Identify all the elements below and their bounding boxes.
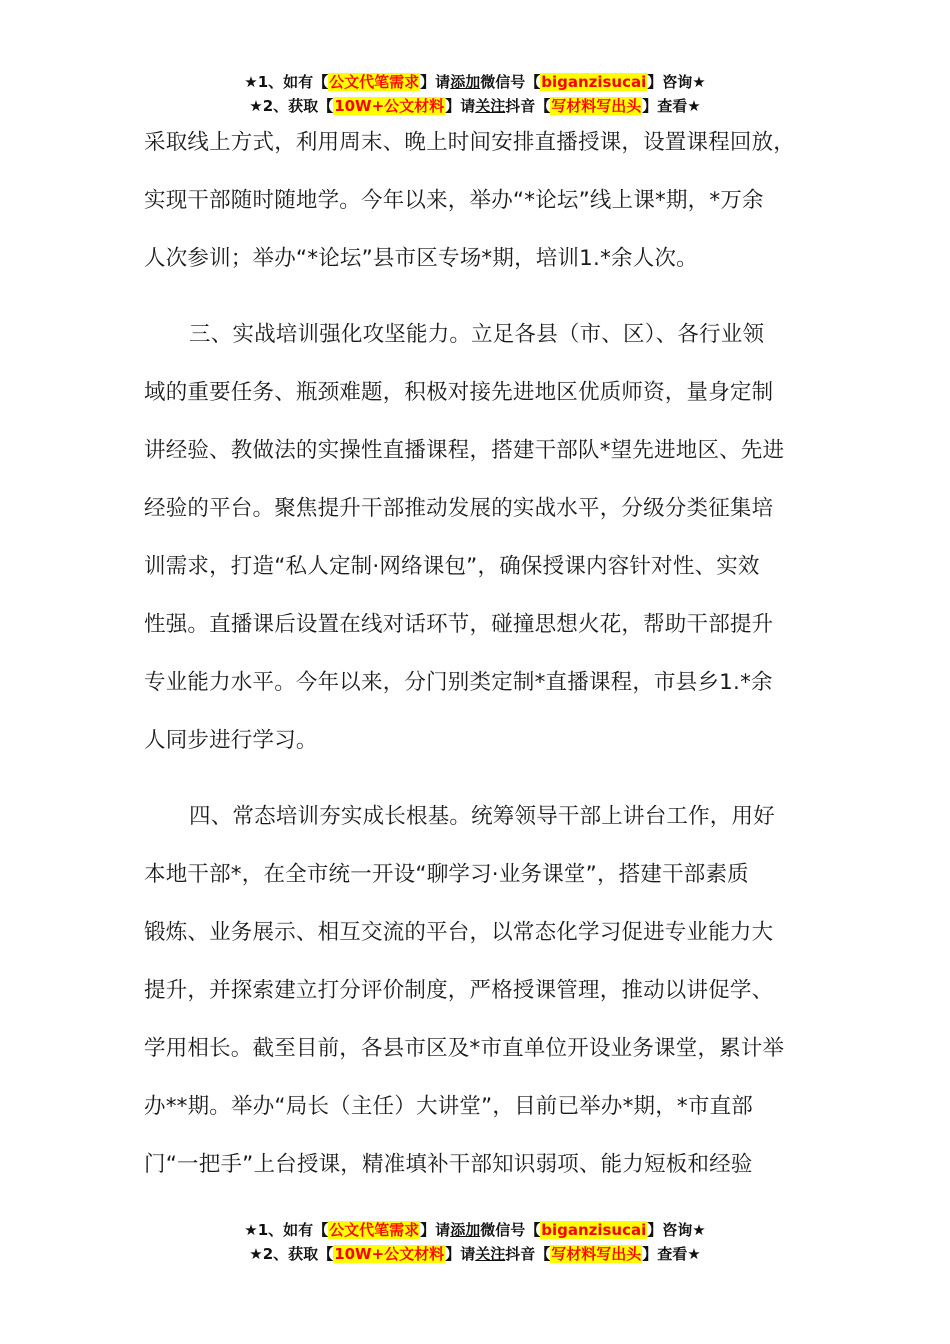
wechat-id-highlight: biganzisucai — [541, 1221, 647, 1239]
banner-highlight: 10W+公文材料 — [334, 97, 445, 115]
banner-text: 】查看★ — [642, 1245, 701, 1263]
text-line: 讲经验、教做法的实操性直播课程，搭建干部队*望先进地区、先进 — [144, 438, 785, 463]
banner-text: ★1、如有【 — [244, 73, 329, 91]
banner-highlight: 10W+公文材料 — [334, 1245, 445, 1263]
text-line: 锻炼、业务展示、相互交流的平台，以常态化学习促进专业能力大 — [144, 920, 774, 945]
header-banner — [0, 70, 950, 118]
banner-text: ★1、如有【 — [244, 1221, 329, 1239]
banner-highlight: 公文代笔需求 — [329, 1221, 420, 1239]
text-line: 本地干部*，在全市统一开设“聊学习·业务课堂”，搭建干部素质 — [144, 862, 749, 887]
text-line: 实现干部随时随地学。今年以来，举办“*论坛”线上课*期，*万余 — [144, 188, 764, 213]
paragraph-continuation — [144, 114, 824, 288]
banner-text: 添加 — [450, 73, 481, 91]
banner-text: 关注 — [475, 97, 506, 115]
text-line: 三、实战培训强化攻坚能力。立足各县（市、区）、各行业领 — [189, 322, 765, 347]
banner-text: 微信号【 — [480, 1221, 541, 1239]
banner-text: 关注 — [475, 1245, 506, 1263]
banner-text: 】请 — [445, 97, 476, 115]
banner-text: 抖音【 — [505, 1245, 551, 1263]
banner-text: 】请 — [420, 73, 451, 91]
text-line: 经验的平台。聚焦提升干部推动发展的实战水平，分级分类征集培 — [144, 496, 774, 521]
banner-highlight: 公文代笔需求 — [329, 73, 420, 91]
text-line: 四、常态培训夯实成长根基。统筹领导干部上讲台工作，用好 — [189, 804, 775, 829]
wechat-id-highlight: biganzisucai — [541, 73, 647, 91]
banner-line-2 — [0, 1242, 950, 1266]
banner-text: 】咨询★ — [647, 1221, 706, 1239]
banner-text: ★2、获取【 — [249, 97, 334, 115]
text-line: 专业能力水平。今年以来，分门别类定制*直播课程，市县乡1.*余 — [144, 670, 773, 695]
text-line: 性强。直播课后设置在线对话环节，碰撞思想火花，帮助干部提升 — [144, 612, 774, 637]
text-line: 人次参训；举办“*论坛”县市区专场*期，培训1.*余人次。 — [144, 246, 698, 271]
paragraph-section-4 — [144, 788, 824, 1194]
banner-text: 微信号【 — [480, 73, 541, 91]
banner-text: 】咨询★ — [647, 73, 706, 91]
text-line: 训需求，打造“私人定制·网络课包”，确保授课内容针对性、实效 — [144, 554, 760, 579]
text-line: 人同步进行学习。 — [144, 728, 318, 753]
text-line: 门“一把手”上台授课，精准填补干部知识弱项、能力短板和经验 — [144, 1152, 753, 1177]
banner-text: 抖音【 — [505, 97, 551, 115]
banner-text: 】请 — [445, 1245, 476, 1263]
text-line: 学用相长。截至目前，各县市区及*市直单位开设业务课堂，累计举 — [144, 1036, 785, 1061]
document-body — [144, 114, 824, 1194]
paragraph-section-3 — [144, 306, 824, 770]
text-line: 提升，并探索建立打分评价制度，严格授课管理，推动以讲促学、 — [144, 978, 774, 1003]
banner-text: 添加 — [450, 1221, 481, 1239]
text-line: 办**期。举办“局长（主任）大讲堂”，目前已举办*期，*市直部 — [144, 1094, 753, 1119]
banner-text: 】查看★ — [642, 97, 701, 115]
footer-banner — [0, 1218, 950, 1266]
banner-line-1 — [0, 70, 950, 94]
douyin-highlight: 写材料写出头 — [551, 1245, 642, 1263]
banner-line-1 — [0, 1218, 950, 1242]
banner-text: 】请 — [420, 1221, 451, 1239]
banner-text: ★2、获取【 — [249, 1245, 334, 1263]
text-line: 采取线上方式，利用周末、晚上时间安排直播授课，设置课程回放， — [144, 130, 796, 155]
text-line: 域的重要任务、瓶颈难题，积极对接先进地区优质师资，量身定制 — [144, 380, 774, 405]
douyin-highlight: 写材料写出头 — [551, 97, 642, 115]
